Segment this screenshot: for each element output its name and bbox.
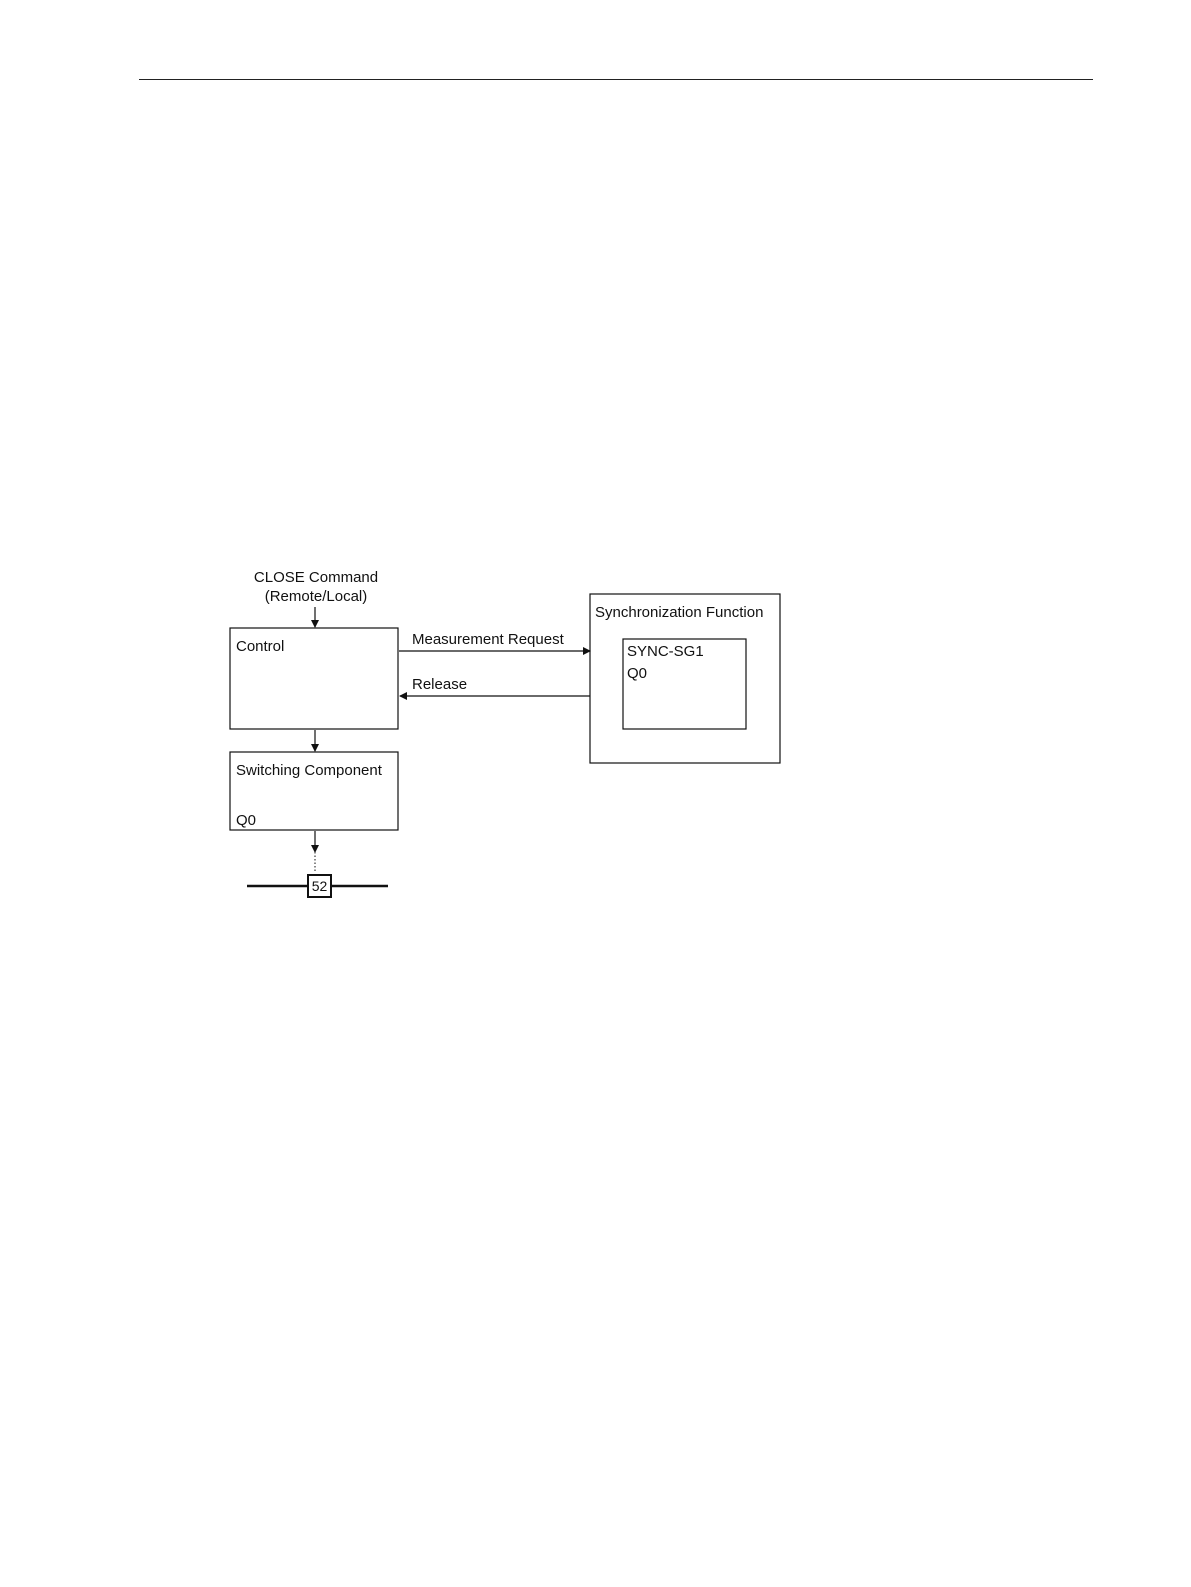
measurement-request-label: Measurement Request bbox=[412, 631, 564, 648]
breaker-label: 52 bbox=[311, 878, 328, 894]
close-command-label: CLOSE Command bbox=[253, 569, 379, 586]
switching-component-title: Switching Component bbox=[236, 762, 382, 779]
synchronization-function-title: Synchronization Function bbox=[595, 604, 764, 621]
switching-component-id: Q0 bbox=[236, 812, 257, 829]
breaker-arrowhead bbox=[311, 845, 319, 853]
release-label: Release bbox=[412, 676, 468, 693]
control-block-title: Control bbox=[236, 638, 285, 655]
sync-sg1-label: SYNC-SG1 bbox=[627, 643, 704, 660]
sync-sg1-id: Q0 bbox=[627, 665, 648, 682]
close-command-source-label: (Remote/Local) bbox=[264, 588, 368, 605]
